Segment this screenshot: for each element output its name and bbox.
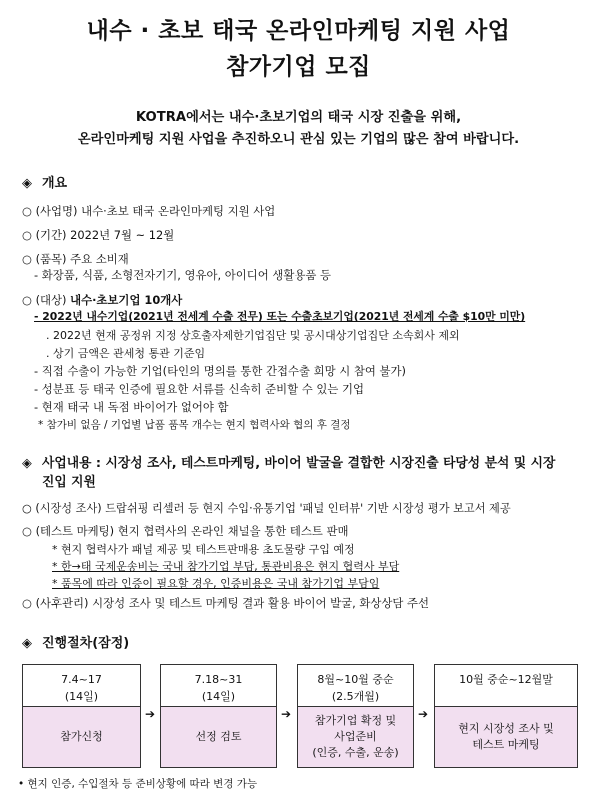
target-note: * 참가비 없음 / 기업별 납품 품목 개수는 현지 협력사와 협의 후 결정 [38,419,351,431]
target-criteria: - 2022년 내수기업(2021년 전세계 수출 전무) 또는 수출초보기업(2021년 전세계 수출 $10만 미만) [34,310,526,323]
step-3-period: 8월~10월 중순 (2.5개월) [298,665,413,711]
section-content-heading-cont: 진입 지원 [42,475,96,490]
content-after: ○ (사후관리) 시장성 조사 및 테스트 마케팅 결과 활용 바이어 발굴, 화상상담 주선 [22,596,430,610]
step-4-period: 10월 중순~12월말 [435,665,577,711]
intro-line-1: KOTRA에서는 내수·초보기업의 태국 시장 진출을 위해, [135,110,462,125]
section-overview-heading: ◈ 개요 [22,176,68,191]
process-step-3 [297,664,414,768]
overview-items-detail: - 화장품, 식품, 소형전자기기, 영유아, 아이디어 생활용품 등 [34,268,332,282]
circle-bullet-icon: ○ [22,252,32,266]
process-step-2 [160,664,277,768]
step-2-label: 선정 검토 [161,706,276,767]
content-survey: ○ (시장성 조사) 드랍쉬핑 리셀러 등 현지 수입·유통기업 '패널 인터뷰' 기반 시장성 평가 보고서 제공 [22,502,511,515]
page-title: 내수 · 초보 태국 온라인마케팅 지원 사업 [86,18,511,44]
step-1-period: 7.4~17 (14일) [23,665,140,711]
circle-bullet-icon: ○ [22,204,32,218]
circle-bullet-icon: ○ [22,228,32,242]
section-process-heading: ◈ 진행절차(잠정) [22,636,130,651]
target-exclusion: . 2022년 현재 공정위 지정 상호출자제한기업집단 및 공시대상기업집단 소속회사 제외 [46,329,460,342]
step-4-label: 현지 시장성 조사 및 테스트 마케팅 [435,706,577,767]
test-note-3: * 품목에 따라 인증이 필요할 경우, 인증비용은 국내 참가기업 부담임 [52,577,380,590]
diamond-bullet-icon: ◈ [22,176,32,191]
process-footnote: • 현지 인증, 수입절차 등 준비상황에 따라 변경 가능 [18,778,258,790]
circle-bullet-icon: ○ [22,502,32,515]
overview-items: ○ (품목) 주요 소비재 [22,252,129,266]
content-test: ○ (테스트 마케팅) 현지 협력사의 온라인 채널을 통한 테스트 판매 [22,524,349,538]
process-step-4 [434,664,578,768]
circle-bullet-icon: ○ [22,293,32,307]
test-note-2: * 한→태 국제운송비는 국내 참가기업 부담, 통관비용은 현지 협력사 부담 [52,560,400,573]
circle-bullet-icon: ○ [22,524,32,538]
process-step-1 [22,664,141,768]
overview-period: ○ (기간) 2022년 7월 ~ 12월 [22,228,175,242]
overview-target: ○ (대상) 내수·초보기업 10개사 [22,293,183,307]
arrow-right-icon: ➔ [281,707,292,721]
arrow-right-icon: ➔ [418,707,429,721]
target-direct-export: - 직접 수출이 가능한 기업(타인의 명의를 통한 간접수출 희망 시 참여 불가) [34,364,406,378]
step-3-label: 참가기업 확정 및 사업준비 (인증, 수출, 운송) [298,706,413,767]
intro-line-2: 온라인마케팅 지원 사업을 추진하오니 관심 있는 기업의 많은 참여 바랍니다. [77,132,520,147]
section-content-heading: ◈ 사업내용 : 시장성 조사, 테스트마케팅, 바이어 발굴을 결합한 시장진출 타당성 분석 및 시장 [22,456,556,471]
overview-name: ○ (사업명) 내수·초보 태국 온라인마케팅 지원 사업 [22,204,276,218]
diamond-bullet-icon: ◈ [22,456,32,471]
target-basis: . 상기 금액은 관세청 통관 기준임 [46,347,206,360]
diamond-bullet-icon: ◈ [22,636,32,651]
step-2-period: 7.18~31 (14일) [161,665,276,711]
step-1-label: 참가신청 [23,706,140,767]
circle-bullet-icon: ○ [22,596,32,610]
page-subtitle: 참가기업 모집 [226,54,371,80]
target-documents: - 성분표 등 태국 인증에 필요한 서류를 신속히 준비할 수 있는 기업 [34,382,365,396]
test-note-1: * 현지 협력사가 패널 제공 및 테스트판매용 초도물량 구입 예정 [52,543,355,556]
arrow-right-icon: ➔ [145,707,156,721]
target-no-buyer: - 현재 태국 내 독점 바이어가 없어야 함 [34,400,229,414]
